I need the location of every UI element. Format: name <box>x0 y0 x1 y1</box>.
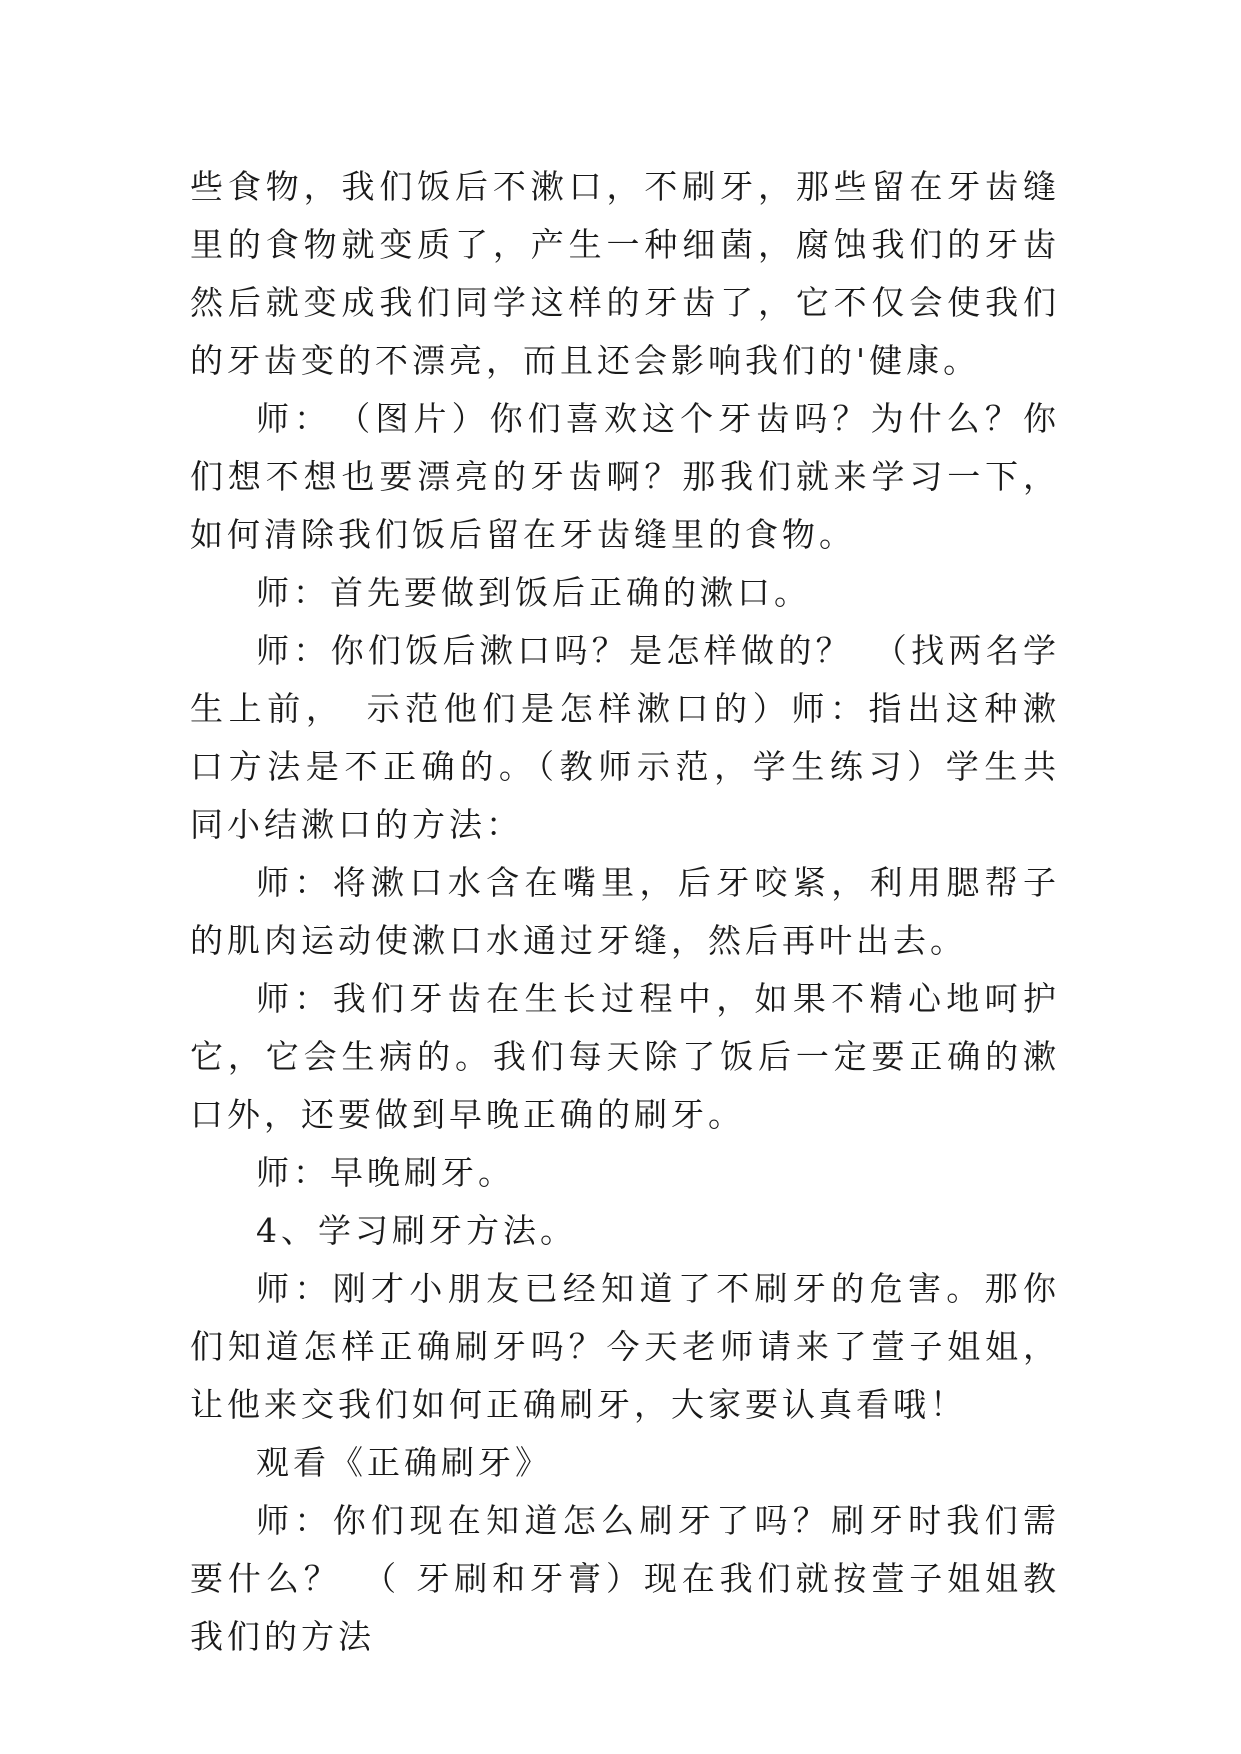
paragraph-6: 师：我们牙齿在生长过程中，如果不精心地呵护它，它会生病的。我们每天除了饭后一定要正确的漱口外，还要做到早晚正确的刷牙。 <box>190 979 1060 1134</box>
paragraph-7: 师：早晚刷牙。 <box>256 1153 515 1192</box>
paragraph-11: 师：你们现在知道怎么刷牙了吗？刷牙时我们需要什么？ （ 牙刷和牙膏）现在我们就按萱子姐姐教我们的方法 <box>190 1501 1060 1656</box>
paragraph-4: 师：你们饭后漱口吗？是怎样做的？ （找两名学生上前， 示范他们是怎样漱口的）师：指出这种漱口方法是不正确的。（教师示范，学生练习）学生共同小结漱口的方法： <box>190 631 1060 844</box>
section-heading: 4、学习刷牙方法。 <box>256 1211 577 1250</box>
paragraph-3: 师：首先要做到饭后正确的漱口。 <box>256 573 811 612</box>
paragraph-1: 些食物，我们饭后不漱口，不刷牙，那些留在牙齿缝里的食物就变质了，产生一种细菌，腐蚀我们的牙齿然后就变成我们同学这样的牙齿了，它不仅会使我们的牙齿变的不漂亮，而且还会影响我们的'健康。 <box>190 167 1060 380</box>
paragraph-2: 师： （图片）你们喜欢这个牙齿吗？为什么？你们想不想也要漂亮的牙齿啊？那我们就来学习一下，如何清除我们饭后留在牙齿缝里的食物。 <box>190 399 1060 554</box>
document-body <box>190 158 1060 1666</box>
paragraph-10: 观看《正确刷牙》 <box>256 1443 552 1482</box>
paragraph-9: 师：刚才小朋友已经知道了不刷牙的危害。那你们知道怎样正确刷牙吗？今天老师请来了萱子姐姐，让他来交我们如何正确刷牙，大家要认真看哦！ <box>190 1269 1060 1424</box>
paragraph-5: 师：将漱口水含在嘴里，后牙咬紧，利用腮帮子的肌肉运动使漱口水通过牙缝，然后再叶出去。 <box>190 863 1060 960</box>
